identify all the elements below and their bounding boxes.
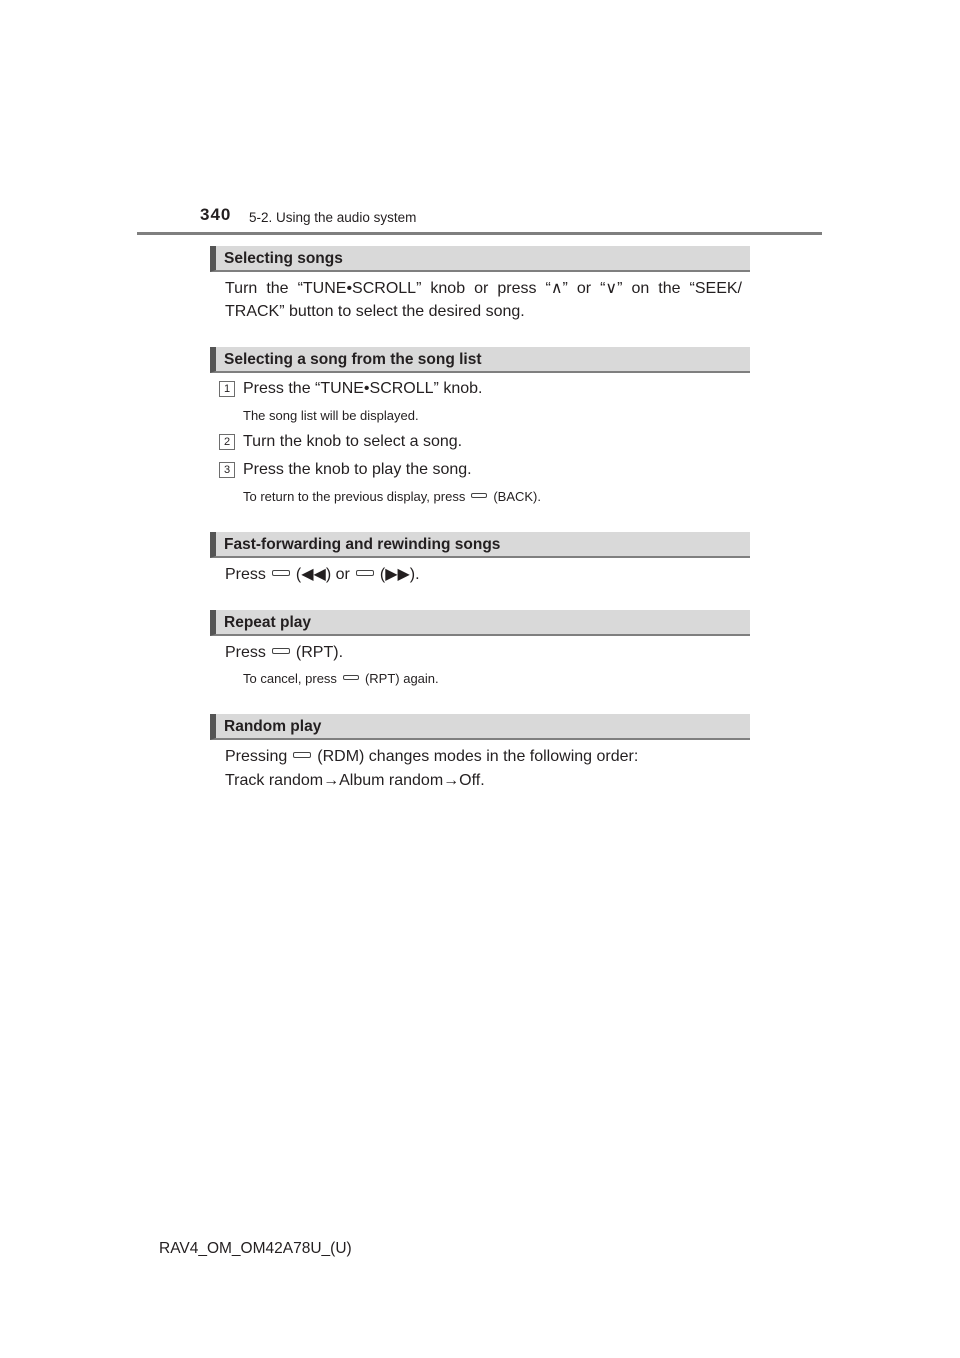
rdm-description: (RDM) changes modes in the following order:	[317, 748, 639, 765]
button-icon	[272, 648, 290, 654]
fast-forward-text	[225, 563, 420, 587]
press-label: Press	[225, 566, 266, 583]
button-icon	[293, 752, 311, 758]
heading-label: Fast-forwarding and rewinding songs	[224, 536, 501, 553]
heading-selecting-songs	[210, 246, 750, 272]
rewind-icon: (◀◀)	[295, 566, 332, 583]
step-number-2: 2	[219, 434, 235, 450]
heading-label: Selecting a song from the song list	[224, 351, 482, 368]
heading-label: Repeat play	[224, 614, 312, 631]
step-2-text: Turn the knob to select a song.	[243, 433, 463, 450]
button-icon	[356, 570, 374, 576]
repeat-note-pre: To cancel, press	[243, 671, 337, 686]
section-title: 5-2. Using the audio system	[249, 210, 417, 225]
back-note-pre: To return to the previous display, press	[243, 489, 466, 504]
button-icon	[343, 675, 359, 680]
rpt-label: (RPT).	[295, 644, 344, 661]
fast-forward-icon: (▶▶).	[379, 566, 420, 583]
heading-label: Random play	[224, 718, 322, 735]
random-text-line2: Track random→Album random→Off.	[225, 772, 485, 789]
pressing-label: Pressing	[225, 748, 288, 765]
heading-song-list	[210, 347, 750, 373]
document-code: RAV4_OM_OM42A78U_(U)	[159, 1240, 352, 1257]
heading-random-play	[210, 714, 750, 740]
repeat-note	[243, 670, 439, 688]
heading-label: Selecting songs	[224, 250, 343, 267]
press-label: Press	[225, 644, 266, 661]
step-3-text: Press the knob to play the song.	[243, 461, 472, 478]
selecting-songs-line1: Turn the “TUNE•SCROLL” knob or press “∧” or “∨” on the “SEEK/	[225, 280, 742, 297]
heading-repeat-play	[210, 610, 750, 636]
step-1-note: The song list will be displayed.	[243, 408, 419, 423]
button-icon	[272, 570, 290, 576]
heading-fast-forward	[210, 532, 750, 558]
step-number-1: 1	[219, 381, 235, 397]
step-number-3: 3	[219, 462, 235, 478]
random-text-line1	[225, 745, 638, 769]
step-1-text: Press the “TUNE•SCROLL” knob.	[243, 380, 483, 397]
back-note	[243, 488, 541, 506]
selecting-songs-line2: TRACK” button to select the desired song.	[225, 303, 525, 320]
page-number: 340	[200, 205, 232, 224]
or-label: or	[335, 566, 350, 583]
back-note-post: (BACK).	[493, 489, 541, 504]
repeat-text	[225, 641, 343, 665]
header-divider	[137, 232, 822, 235]
repeat-note-post: (RPT) again.	[364, 671, 439, 686]
button-icon	[471, 493, 487, 498]
